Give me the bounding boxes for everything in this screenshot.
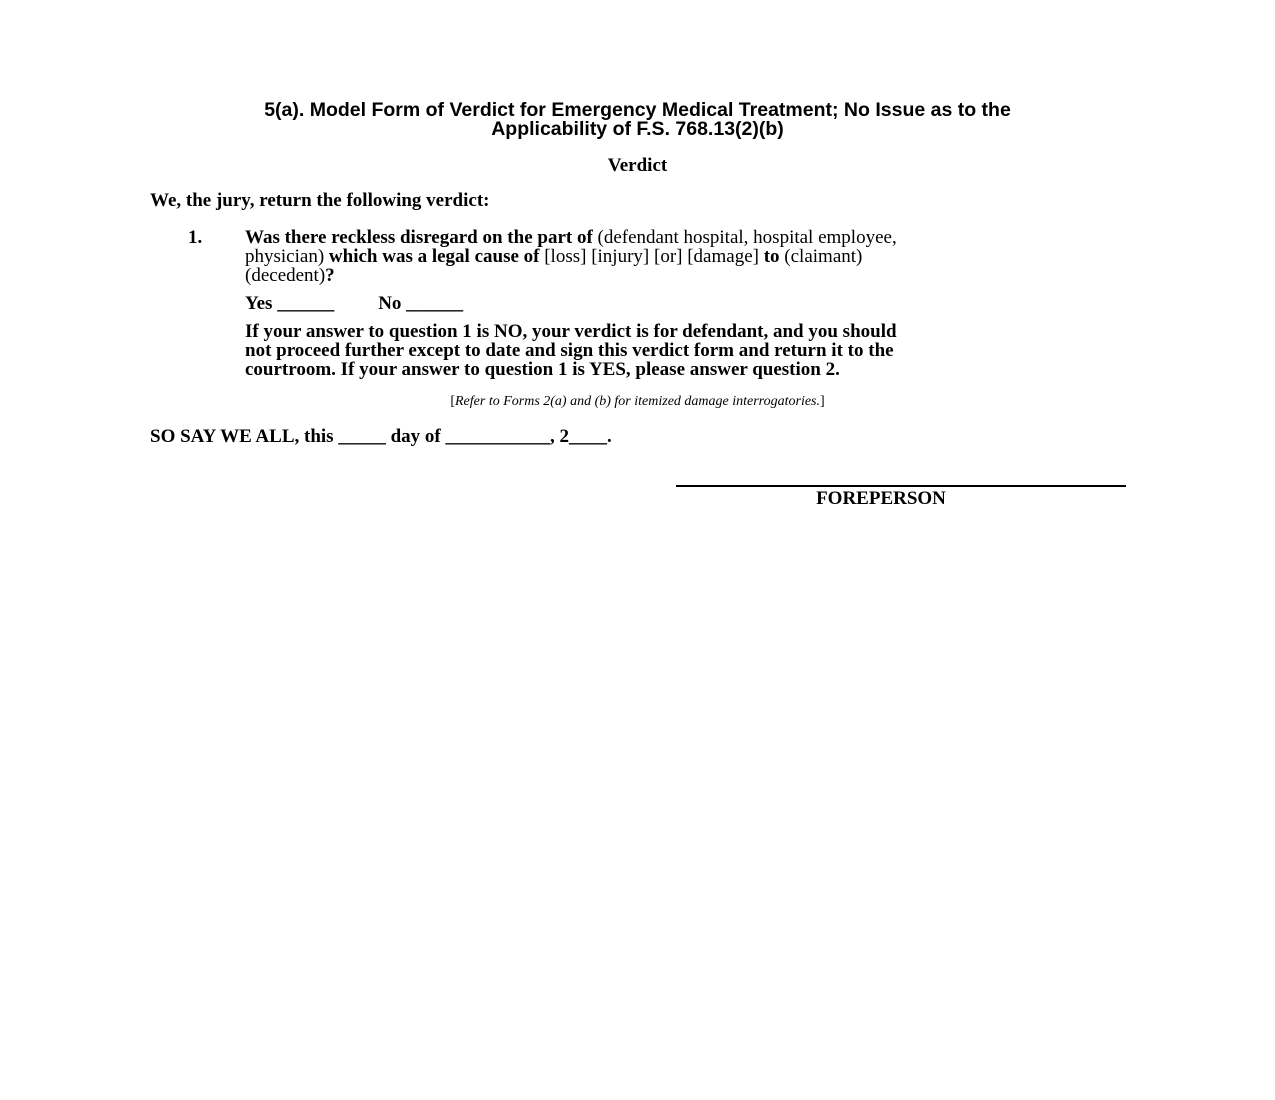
question-1-bold-lead: Was there reckless disregard on the part of (245, 227, 598, 248)
instructions-line-1: If your answer to question 1 is NO, your verdict is for defendant, and you should (245, 321, 897, 342)
yes-answer-blank[interactable]: Yes ______ (245, 293, 335, 314)
question-1-to: to (758, 246, 785, 267)
question-1-legal-cause: which was a legal cause of (328, 246, 545, 267)
refer-note-open-bracket: [ (450, 394, 455, 409)
question-1-decedent-option: (decedent) (245, 265, 326, 286)
foreperson-signature-line[interactable] (676, 485, 1126, 487)
instructions-line-2: not proceed further except to date and sign this verdict form and return it to the (245, 340, 894, 361)
jury-intro: We, the jury, return the following verdict: (150, 190, 490, 211)
question-1-question-mark: ? (325, 265, 335, 286)
verdict-heading: Verdict (607, 155, 668, 176)
question-1-line-3 (245, 265, 335, 287)
question-1-answers (245, 293, 463, 315)
foreperson-label: FOREPERSON (816, 488, 946, 509)
refer-note-close-bracket: ] (820, 394, 825, 409)
refer-note-text: Refer to Forms 2(a) and (b) for itemized damage interrogatories. (455, 394, 820, 409)
question-1-claimant-option: (claimant) (784, 246, 863, 267)
so-say-we-all-date-line[interactable]: SO SAY WE ALL, this _____ day of ___________, 2____. (150, 426, 612, 447)
instructions-line-3: courtroom. If your answer to question 1 is YES, please answer question 2. (245, 359, 840, 380)
question-1-number: 1. (188, 227, 203, 248)
page-title-line-1: 5(a). Model Form of Verdict for Emergency Medical Treatment; No Issue as to the (264, 99, 1011, 121)
no-answer-blank[interactable]: No ______ (378, 293, 464, 314)
question-1-party-options: (defendant hospital, hospital employee, (597, 227, 897, 248)
question-1-party-options-cont: physician) (245, 246, 329, 267)
refer-note (0, 394, 1275, 410)
page-title-line-2: Applicability of F.S. 768.13(2)(b) (491, 118, 784, 140)
question-1-line-2 (245, 246, 862, 268)
question-1-harm-options: [loss] [injury] [or] [damage] (544, 246, 759, 267)
